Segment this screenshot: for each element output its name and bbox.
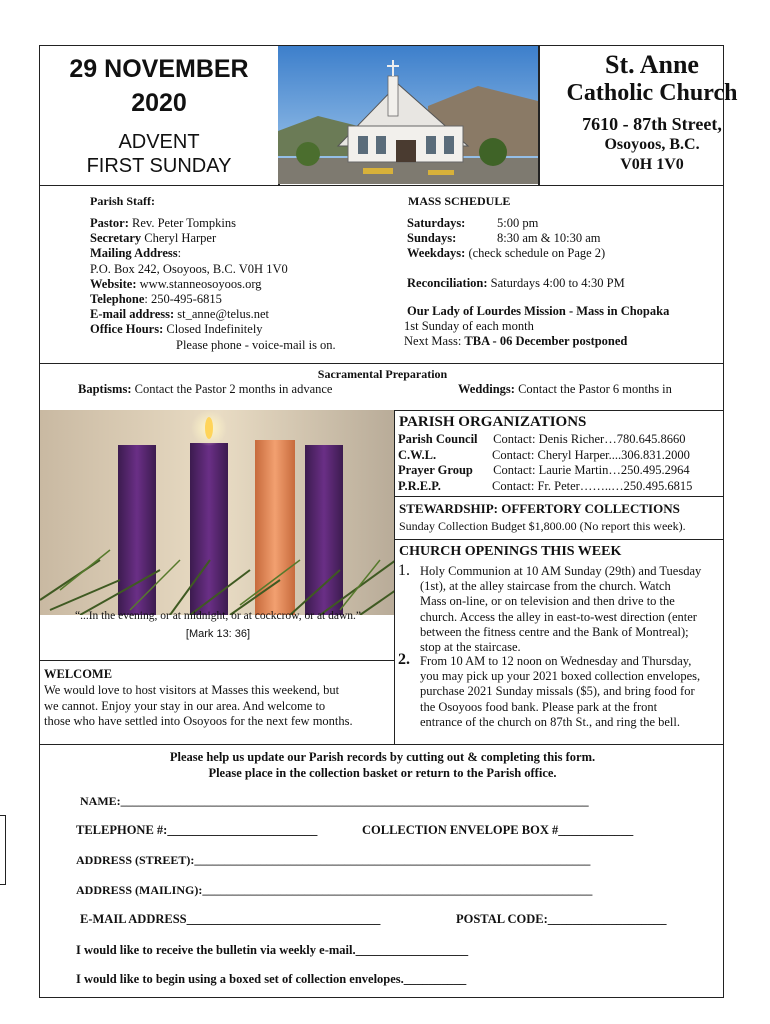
org-row-prayer-group: Prayer Group Contact: Laurie Martin…250.495.2964 (398, 463, 690, 477)
church-address-line-1: 7610 - 87th Street, (582, 114, 722, 134)
advent-title (40, 130, 278, 178)
envelope-box-field[interactable]: COLLECTION ENVELOPE BOX #____________ (362, 823, 634, 837)
opening-2-line: From 10 AM to 12 noon on Wednesday and Thursday, (420, 654, 692, 668)
opening-2-text (420, 654, 722, 730)
church-address-line-3: V0H 1V0 (620, 156, 684, 173)
mission-heading: Our Lady of Lourdes Mission - Mass in Chopaka (407, 303, 670, 318)
stewardship-line: Sunday Collection Budget $1,800.00 (No report this week). (399, 519, 686, 533)
church-address-line-2: Osoyoos, B.C. (604, 136, 700, 153)
welcome-text (44, 683, 392, 730)
staff-mass-section (39, 185, 724, 364)
staff-row-website: Website: www.stanneosoyoos.org (90, 276, 262, 291)
mass-sundays: Sundays: 8:30 am & 10:30 am (407, 231, 601, 246)
staff-row-pobox: P.O. Box 242, Osoyoos, B.C. V0H 1V0 (90, 261, 288, 276)
welcome-heading: WELCOME (44, 667, 113, 681)
opening-1-line: Mass on-line, or on television and then drive to the (420, 594, 675, 609)
date-line-1: 29 NOVEMBER (69, 55, 249, 83)
reconciliation: Reconciliation: Saturdays 4:00 to 4:30 PM (407, 275, 625, 290)
advent-line-1: ADVENT (118, 131, 200, 153)
next-mass: Next Mass: TBA - 06 December postponed (404, 334, 628, 349)
mailing-address-field[interactable]: ADDRESS (MAILING):_________________________________________________________________ (76, 883, 593, 897)
page-edge-mark (0, 815, 6, 885)
mass-saturdays: Saturdays: 5:00 pm (407, 216, 539, 230)
date-line-2: 2020 (131, 89, 187, 117)
stewardship-heading: STEWARDSHIP: OFFERTORY COLLECTIONS (399, 501, 680, 516)
org-row-parish-council: Parish Council Contact: Denis Richer…780.645.8660 (398, 432, 686, 446)
org-row-cwl: C.W.L. Contact: Cheryl Harper....306.831.2000 (398, 447, 690, 462)
weddings: Weddings: Contact the Pastor 6 months in (458, 382, 672, 396)
welcome-line-2: we cannot. Enjoy your stay in our area. And welcome to (44, 698, 326, 713)
opening-1-line: church. Access the alley in east-to-west direction (enter (420, 609, 697, 624)
opening-2-line: purchase 2021 Sunday missals ($5), and bring food for (420, 684, 695, 699)
church-name-line-2: Catholic Church (566, 80, 738, 106)
staff-row-phone-note: Please phone - voice-mail is on. (176, 337, 336, 352)
opening-1-line: Holy Communion at 10 AM Sunday (29th) and Tuesday (420, 564, 702, 578)
welcome-line-3: those who have settled into Osoyoos for the next few months. (44, 714, 353, 728)
welcome-line-1: We would love to host visitors at Masses this weekend, but (44, 683, 340, 697)
date-title (40, 52, 278, 120)
staff-row-office-hours: Office Hours: Closed Indefinitely (90, 322, 263, 337)
name-field[interactable]: NAME:______________________________________________________________________________ (80, 794, 589, 808)
boxed-envelopes-field[interactable]: I would like to begin using a boxed set of collection envelopes.__________ (76, 972, 467, 986)
baptisms: Baptisms: Contact the Pastor 2 months in advance (78, 382, 333, 396)
staff-row-email: E-mail address: st_anne@telus.net (90, 307, 269, 322)
welcome-section (39, 660, 395, 745)
sacramental-section (39, 363, 724, 411)
email-field[interactable]: E-MAIL ADDRESS_______________________________ (80, 912, 381, 926)
postal-code-field[interactable]: POSTAL CODE:___________________ (456, 912, 667, 926)
bulletin-email-field[interactable]: I would like to receive the bulletin via weekly e-mail.__________________ (76, 943, 469, 957)
mission-line: 1st Sunday of each month (404, 319, 534, 334)
form-intro-2: Please place in the collection basket or return to the Parish office. (208, 766, 557, 780)
opening-1-text (420, 564, 722, 655)
quote-reference: [Mark 13: 36] (185, 628, 251, 640)
church-photo (278, 46, 538, 184)
opening-1-line: stop at the staircase. (420, 640, 521, 655)
staff-row-mailing: Mailing Address: (90, 246, 182, 261)
staff-row-secretary: Secretary Cheryl Harper (90, 231, 217, 246)
quote-text: “...In the evening, or at midnight, or at cockcrow, or at dawn.” (74, 610, 362, 622)
form-intro-1: Please help us update our Parish records by cutting out & completing this form. (169, 750, 596, 764)
opening-1-line: (1st), at the alley staircase from the church. Watch (420, 579, 671, 594)
header-section (39, 45, 738, 186)
mass-weekdays: Weekdays: (check schedule on Page 2) (407, 246, 606, 261)
stewardship-section (394, 496, 724, 540)
org-row-prep: P.R.E.P. Contact: Fr. Peter……..…250.495.6815 (398, 478, 693, 493)
opening-1-line: between the fitness centre and the Bank of Montreal); (420, 624, 689, 639)
organizations-section (394, 410, 724, 497)
advent-image-area (39, 410, 395, 660)
organizations-list (398, 432, 692, 494)
registration-form (39, 744, 724, 998)
staff-list (90, 216, 336, 353)
church-name-line-1: St. Anne (605, 50, 699, 79)
staff-row-pastor: Pastor: Rev. Peter Tompkins (90, 216, 236, 230)
street-address-field[interactable]: ADDRESS (STREET):__________________________________________________________________ (76, 853, 591, 867)
mass-heading: MASS SCHEDULE (408, 194, 511, 208)
sacramental-heading: Sacramental Preparation (317, 367, 448, 381)
opening-2-line: the Osoyoos food bank. Please park at the front (420, 699, 658, 714)
opening-2-line: entrance of the church on 87th St., and ring the bell. (420, 714, 680, 729)
staff-row-telephone: Telephone: 250-495-6815 (90, 292, 222, 307)
telephone-field[interactable]: TELEPHONE #:________________________ (76, 823, 318, 837)
staff-heading: Parish Staff: (90, 194, 155, 208)
opening-2-number: 2. (398, 651, 410, 668)
opening-2-line: you may pick up your 2021 boxed collection envelopes, (420, 669, 701, 684)
openings-section (394, 539, 724, 745)
advent-candles-photo (40, 410, 395, 615)
organizations-heading: PARISH ORGANIZATIONS (399, 414, 587, 430)
opening-1-number: 1. (398, 562, 410, 579)
mass-schedule (404, 216, 717, 349)
openings-heading: CHURCH OPENINGS THIS WEEK (399, 544, 622, 559)
advent-line-2: FIRST SUNDAY (86, 155, 232, 177)
